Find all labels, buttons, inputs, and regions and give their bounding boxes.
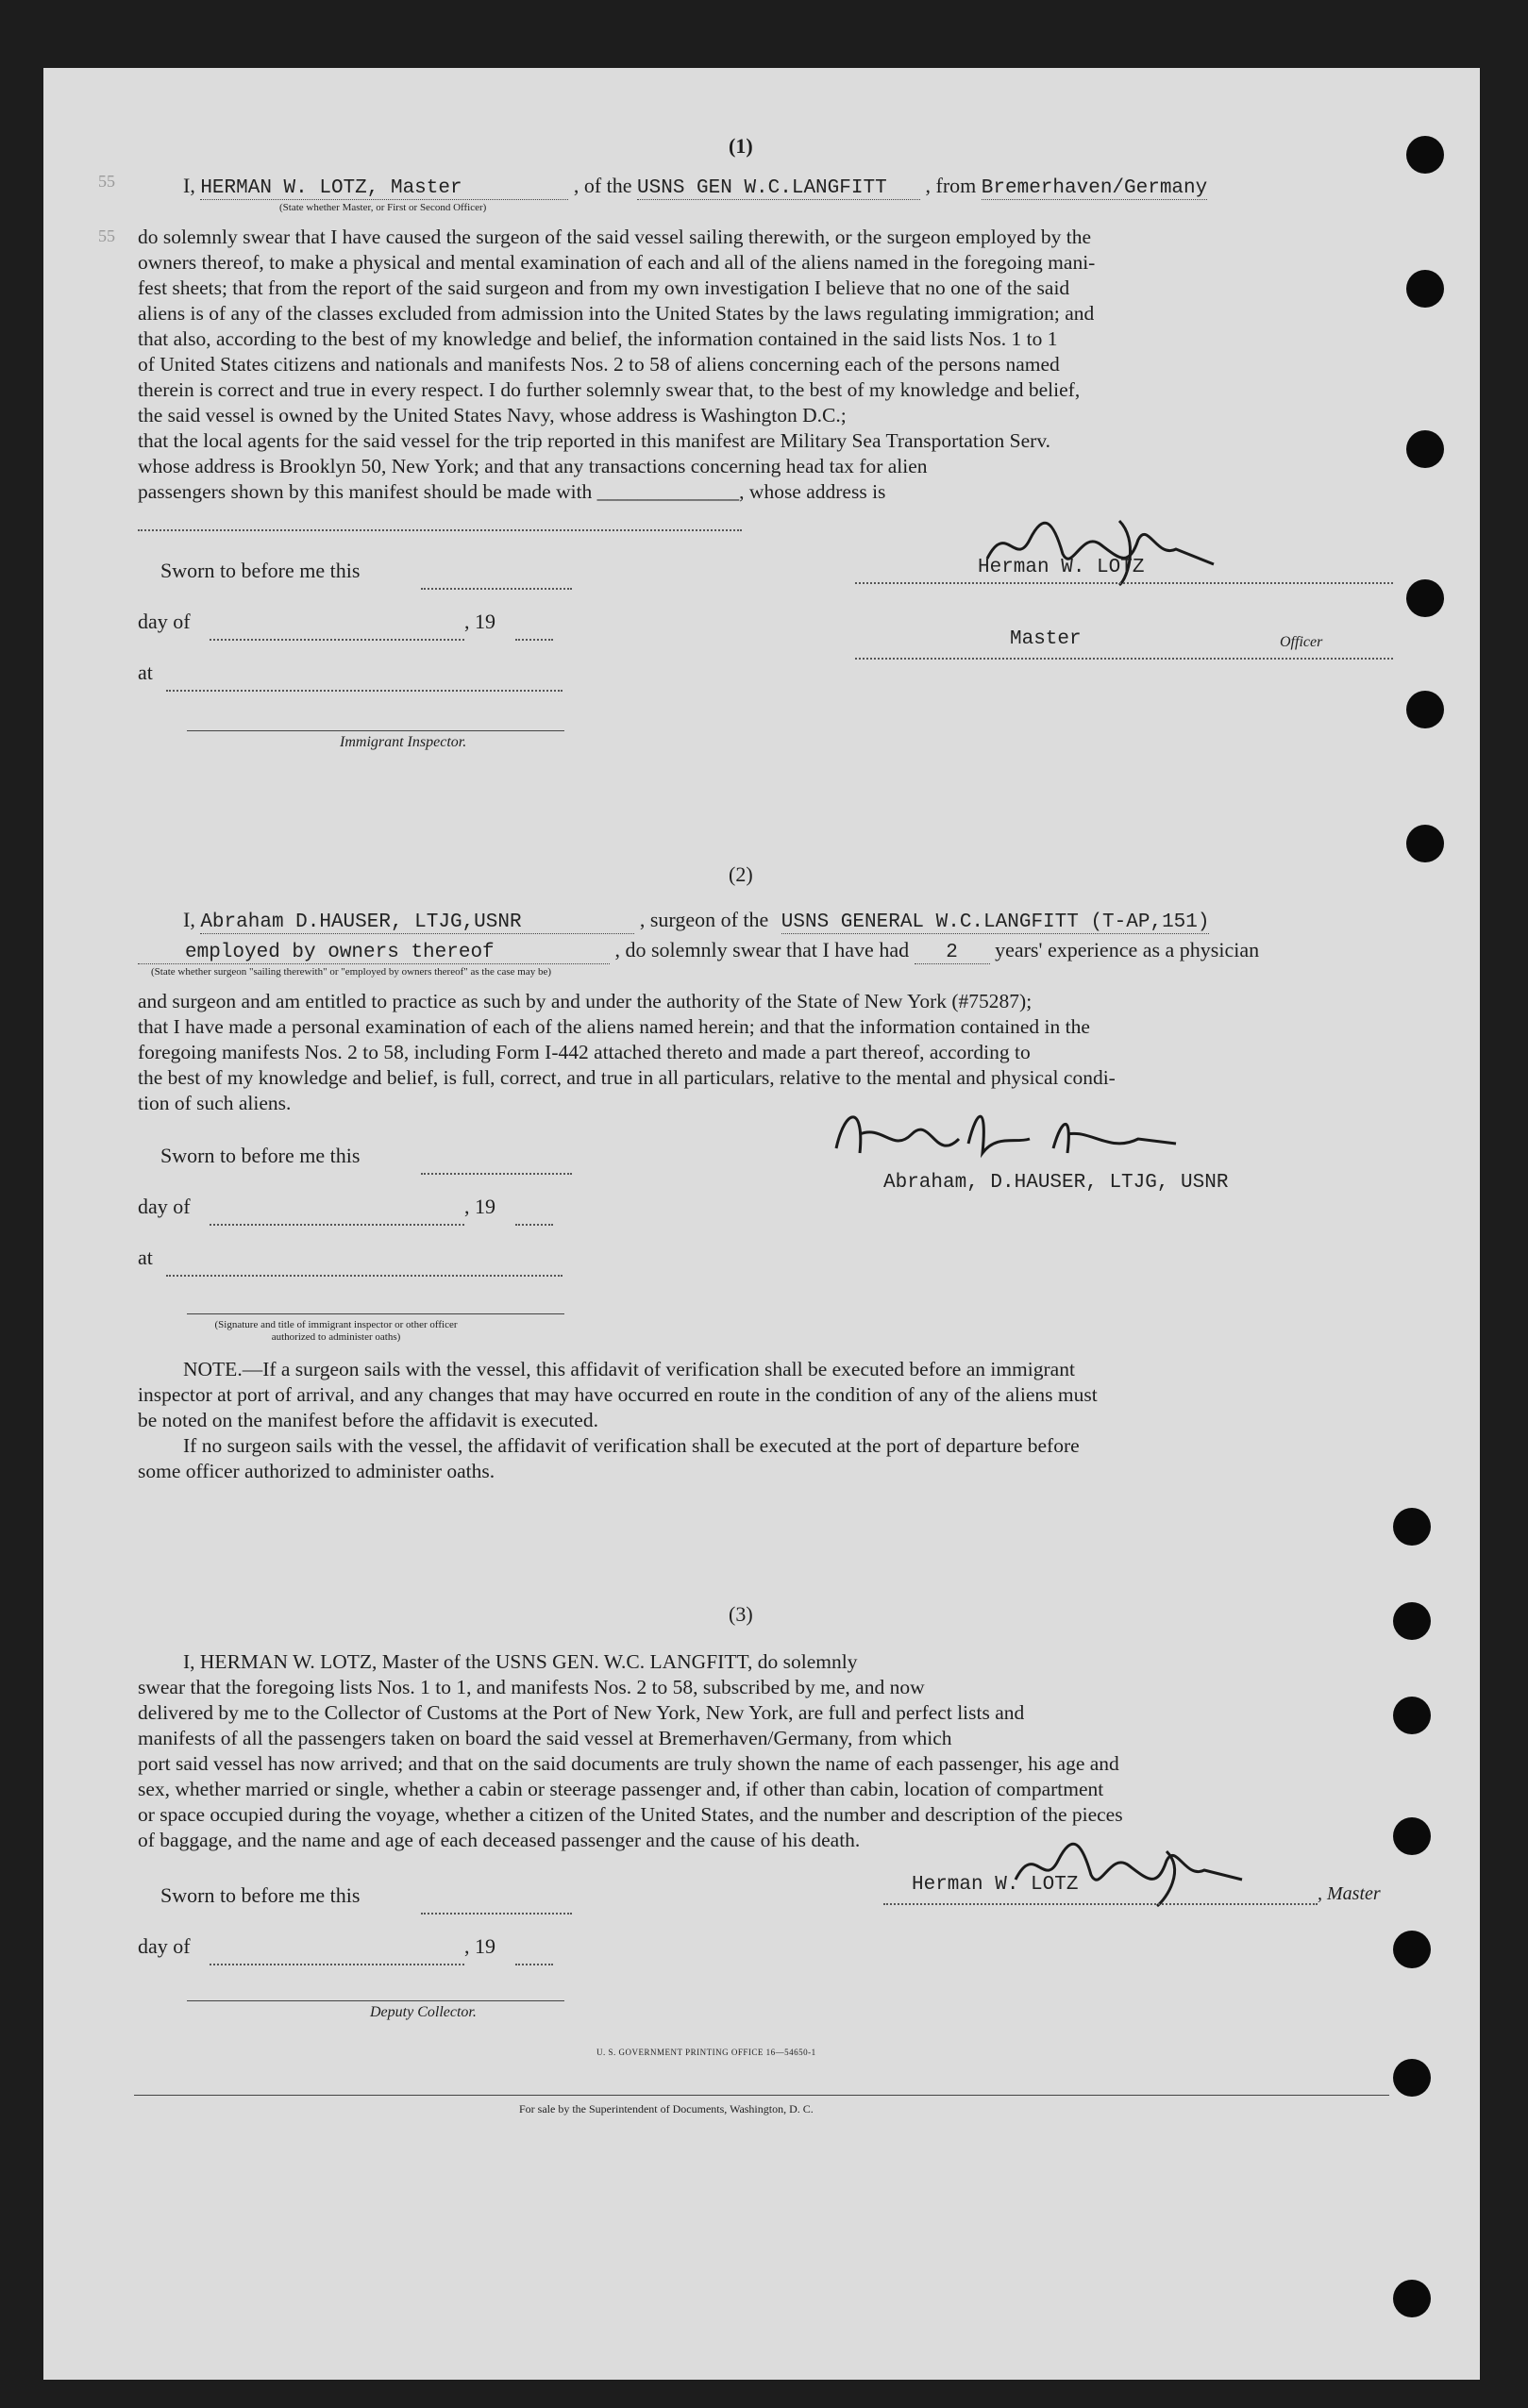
body-line: or space occupied during the voyage, whether a citizen of the United States, and the number and description of the pieces <box>138 1803 1123 1826</box>
note-line: NOTE.—If a surgeon sails with the vessel, this affidavit of verification shall be executed before an immigrant <box>183 1358 1075 1380</box>
body-line: fest sheets; that from the report of the said surgeon and from my own investigation I believe that no one of the said <box>138 276 1070 299</box>
signature-title-note <box>194 1319 478 1344</box>
title-line <box>855 657 1393 660</box>
signature-title-note-text: (Signature and title of immigrant inspector or other officer authorized to administer oaths) <box>214 1319 458 1343</box>
note-block <box>138 1357 1402 1484</box>
year-blank <box>515 628 553 645</box>
year-label-2: , 19 <box>464 1195 495 1218</box>
surgeon-vessel: USNS GENERAL W.C.LANGFITT (T-AP,151) <box>781 911 1210 933</box>
body-line: tion of such aliens. <box>138 1092 292 1114</box>
binder-hole <box>1393 1508 1431 1546</box>
signature-line <box>855 581 1393 584</box>
surgeon-signature <box>827 1096 1185 1172</box>
gpo-imprint: U. S. GOVERNMENT PRINTING OFFICE 16—54650-1 <box>596 2048 816 2057</box>
collector-line <box>187 2000 564 2001</box>
officer-label: Officer <box>1280 634 1323 650</box>
master-typed-name-2: Herman W. LOTZ <box>912 1874 1079 1896</box>
section-1-number: (1) <box>729 134 753 158</box>
year-blank-2 <box>515 1213 553 1230</box>
signature-line-3 <box>883 1902 1318 1905</box>
sworn-label-2: Sworn to before me this <box>160 1144 361 1167</box>
binder-hole <box>1406 825 1444 862</box>
sale-note: For sale by the Superintendent of Documents, Washington, D. C. <box>519 2102 814 2115</box>
day-blank-3 <box>210 1953 464 1970</box>
sworn-blank-3 <box>421 1902 572 1919</box>
note-line: some officer authorized to administer oaths. <box>138 1460 495 1482</box>
deputy-collector-label: Deputy Collector. <box>370 2004 477 2020</box>
footer-rule <box>134 2095 1389 2096</box>
day-of-label-3: day of <box>138 1934 191 1958</box>
margin-number: 55 <box>98 172 115 191</box>
body-line: of United States citizens and nationals and manifests Nos. 2 to 58 of aliens concerning each of the persons named <box>138 353 1060 376</box>
sworn-blank-2 <box>421 1162 572 1179</box>
sworn-blank <box>421 577 572 594</box>
swear-text: , do solemnly swear that I have had <box>614 938 910 962</box>
inspector-line <box>187 730 564 731</box>
master-line: I, HERMAN W. LOTZ, Master , of the USNS GEN W.C.LANGFITT , from Bremerhaven/Germany <box>183 174 1208 199</box>
employed-line <box>138 938 1259 964</box>
binder-hole <box>1393 1602 1431 1640</box>
year-blank-3 <box>515 1953 553 1970</box>
at-blank <box>166 679 563 696</box>
binder-hole <box>1406 430 1444 468</box>
immigrant-inspector-label: Immigrant Inspector. <box>340 734 467 750</box>
at-blank-2 <box>166 1264 563 1281</box>
body-line: delivered by me to the Collector of Customs at the Port of New York, New York, are full and perfect lists and <box>138 1701 1025 1724</box>
body-line: that also, according to the best of my knowledge and belief, the information contained in the said lists Nos. 1 to 1 <box>138 327 1058 350</box>
day-blank-2 <box>210 1213 464 1230</box>
from-port: Bremerhaven/Germany <box>981 177 1208 199</box>
body-line: do solemnly swear that I have caused the surgeon of the said vessel sailing therewith, or the surgeon employed by the <box>138 226 1092 248</box>
vessel-name: USNS GEN W.C.LANGFITT <box>637 177 920 200</box>
blank-line <box>138 528 742 531</box>
binder-hole <box>1393 1931 1431 1968</box>
body-line: port said vessel has now arrived; and that on the said documents are truly shown the name of each passenger, his age and <box>138 1752 1119 1775</box>
employed-by: employed by owners thereof <box>138 942 610 964</box>
section-2-number: (2) <box>729 862 753 886</box>
at-label: at <box>138 661 153 684</box>
binder-hole <box>1393 1697 1431 1734</box>
body-line: swear that the foregoing lists Nos. 1 to 1, and manifests Nos. 2 to 58, subscribed by me, and now <box>138 1676 925 1698</box>
body-line: of baggage, and the name and age of each deceased passenger and the cause of his death. <box>138 1829 861 1851</box>
surgeon-of-text: , surgeon of the <box>639 908 769 931</box>
sworn-label: Sworn to before me this <box>160 559 361 582</box>
officer-line <box>187 1313 564 1314</box>
surgeon-name: Abraham D.HAUSER, LTJG,USNR <box>200 911 634 934</box>
body-line: whose address is Brooklyn 50, New York; and that any transactions concerning head tax for alien <box>138 455 928 477</box>
master-typed-name: Herman W. LOTZ <box>978 557 1145 578</box>
master-name: HERMAN W. LOTZ, Master <box>200 177 568 200</box>
state-note: (State whether Master, or First or Second Officer) <box>279 202 487 213</box>
note-line: inspector at port of arrival, and any changes that may have occurred en route in the condition of any of the aliens must <box>138 1383 1098 1406</box>
body-line: aliens is of any of the classes excluded from admission into the United States by the laws regulating immigration; and <box>138 302 1095 325</box>
body-line: foregoing manifests Nos. 2 to 58, including Form I-442 attached thereto and made a part thereof, according to <box>138 1041 1031 1063</box>
binder-hole <box>1406 136 1444 174</box>
years-value: 2 <box>915 942 990 964</box>
body-line: and surgeon and am entitled to practice as such by and under the authority of the State of New York (#75287); <box>138 990 1033 1012</box>
surgeon-line: I, Abraham D.HAUSER, LTJG,USNR , surgeon of the USNS GENERAL W.C.LANGFITT (T-AP,151) <box>183 908 1210 933</box>
margin-number: 55 <box>98 226 115 245</box>
surgeon-state-note: (State whether surgeon "sailing therewith" or "employed by owners thereof" as the case may be) <box>151 966 552 978</box>
body-line: the best of my knowledge and belief, is full, correct, and true in all particulars, relative to the mental and physical condi- <box>138 1066 1116 1089</box>
body-line: that the local agents for the said vessel for the trip reported in this manifest are Military Sea Transportation Serv. <box>138 429 1051 452</box>
note-line: If no surgeon sails with the vessel, the affidavit of verification shall be executed at the port of departure before <box>183 1434 1080 1457</box>
master-title: Master <box>1010 628 1082 650</box>
years-tail: years' experience as a physician <box>995 938 1260 962</box>
year-label: , 19 <box>464 610 495 633</box>
section-1-body <box>138 225 1402 505</box>
body-line: passengers shown by this manifest should be made with ______________, whose address is <box>138 480 886 503</box>
body-line: I, HERMAN W. LOTZ, Master of the USNS GEN. W.C. LANGFITT, do solemnly <box>183 1650 858 1673</box>
day-of-label-2: day of <box>138 1195 191 1218</box>
at-label-2: at <box>138 1246 153 1269</box>
body-line: sex, whether married or single, whether a cabin or steerage passenger and, if other than cabin, location of compartment <box>138 1778 1104 1800</box>
year-label-3: , 19 <box>464 1934 495 1958</box>
binder-hole <box>1393 1817 1431 1855</box>
day-blank <box>210 628 464 645</box>
binder-hole <box>1406 270 1444 308</box>
body-line: therein is correct and true in every respect. I do further solemnly swear that, to the best of my knowledge and belief, <box>138 378 1081 401</box>
sworn-label-3: Sworn to before me this <box>160 1883 361 1907</box>
body-line: manifests of all the passengers taken on board the said vessel at Bremerhaven/Germany, from which <box>138 1727 952 1749</box>
master-label: , Master <box>1318 1883 1381 1904</box>
binder-hole <box>1393 2059 1431 2097</box>
manifest-page <box>43 68 1480 2380</box>
note-line: be noted on the manifest before the affidavit is executed. <box>138 1409 598 1431</box>
binder-hole <box>1393 2280 1431 2317</box>
body-line: the said vessel is owned by the United States Navy, whose address is Washington D.C.; <box>138 404 847 426</box>
binder-hole <box>1406 691 1444 728</box>
body-line: owners thereof, to make a physical and mental examination of each and all of the aliens named in the foregoing mani- <box>138 251 1096 274</box>
section-2-body <box>138 989 1402 1116</box>
body-line: that I have made a personal examination of each of the aliens named herein; and that the information contained in the <box>138 1015 1090 1038</box>
surgeon-typed-name: Abraham, D.HAUSER, LTJG, USNR <box>883 1172 1229 1194</box>
day-of-label: day of <box>138 610 191 633</box>
section-3-number: (3) <box>729 1602 753 1626</box>
binder-hole <box>1406 579 1444 617</box>
